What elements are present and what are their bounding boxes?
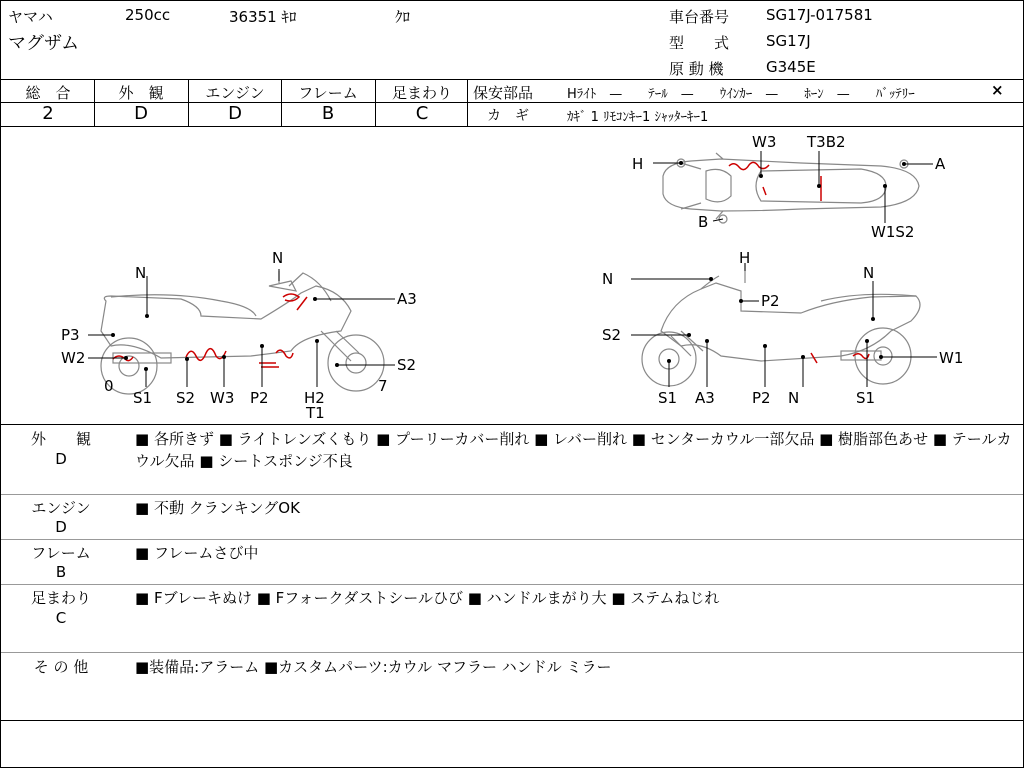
label-top-w1s2: W1S2 xyxy=(871,223,915,241)
label-right-w1: W1 xyxy=(939,349,964,367)
color: ｸﾛ xyxy=(395,8,411,26)
grade-value-frame: B xyxy=(321,103,335,124)
type-value: SG17J xyxy=(766,32,811,50)
divider xyxy=(1,424,1023,425)
grade-value-suspension: C xyxy=(415,103,429,124)
label-right-h: H xyxy=(739,249,751,267)
label-left-w2: W2 xyxy=(61,349,86,367)
remark-grade-engine: D xyxy=(55,518,67,536)
label-left-seven: 7 xyxy=(378,377,388,395)
label-right-p2b: P2 xyxy=(752,389,771,407)
model-name: マグザム xyxy=(8,33,80,54)
engine-value: G345E xyxy=(766,58,816,76)
label-right-s1: S1 xyxy=(658,389,678,407)
label-left-w3: W3 xyxy=(210,389,235,407)
label-top-t3b2: T3B2 xyxy=(807,133,846,151)
label-left-s2: S2 xyxy=(176,389,196,407)
divider xyxy=(1,539,1023,540)
battery-mark: × xyxy=(991,81,1004,99)
chassis-label: 車台番号 xyxy=(669,8,730,26)
label-left-h2: H2 xyxy=(304,389,325,407)
remark-text-other: ■装備品:アラーム ■カスタムパーツ:カウル マフラー ハンドル ミラー xyxy=(135,658,612,676)
mileage: 36351 ｷﾛ xyxy=(229,8,297,26)
damage-diagram xyxy=(1,126,1023,424)
grade-label-suspension: 足まわり xyxy=(391,84,452,102)
remark-label-exterior: 外 観 xyxy=(30,430,91,448)
remark-text-suspension: ■ Fブレーキぬけ ■ Fフォークダストシールひび ■ ハンドルまがり大 ■ ステムねじれ xyxy=(135,589,720,607)
grade-label-engine: エンジン xyxy=(205,84,265,102)
chassis-value: SG17J-017581 xyxy=(766,6,873,24)
remark-label-suspension: 足まわり xyxy=(30,589,91,607)
remark-label-other: そ の 他 xyxy=(33,658,89,676)
engine-label: 原 動 機 xyxy=(669,60,724,78)
label-top-h: H xyxy=(632,155,644,173)
scooter-right-view xyxy=(642,263,920,386)
remark-grade-suspension: C xyxy=(55,609,67,627)
remark-grade-exterior: D xyxy=(55,450,67,468)
label-left-p2: P2 xyxy=(250,389,269,407)
label-top-w3: W3 xyxy=(752,133,777,151)
label-left-t1: T1 xyxy=(306,404,325,422)
label-top-b: B xyxy=(698,213,709,231)
remark-text-engine: ■ 不動 クランキングOK xyxy=(135,499,300,517)
grade-value-exterior: D xyxy=(134,103,148,124)
safety-items: Hﾗｲﾄ — ﾃｰﾙ — ｳｲﾝｶｰ — ﾎｰﾝ — ﾊﾞｯﾃﾘｰ xyxy=(567,87,915,102)
label-right-n2: N xyxy=(863,264,875,282)
remark-grade-frame: B xyxy=(55,563,67,581)
type-label: 型 式 xyxy=(669,34,730,52)
pointer-lines xyxy=(88,151,937,387)
remark-text-frame: ■ フレームさび中 xyxy=(135,544,259,562)
displacement: 250cc xyxy=(125,6,171,24)
label-right-nb: N xyxy=(788,389,800,407)
remark-text-exterior: ■ 各所きず ■ ライトレンズくもり ■ プーリーカバー削れ ■ レバー削れ ■ センターカウル一部欠品 ■ 樹脂部色あせ ■ テールカウル欠品 ■ シートスポンジ不良 xyxy=(135,430,1012,470)
label-left-s1: S1 xyxy=(133,389,153,407)
grade-label-overall: 総 合 xyxy=(25,84,71,102)
label-right-p2: P2 xyxy=(761,292,780,310)
label-top-a: A xyxy=(935,155,946,173)
grade-label-frame: フレーム xyxy=(298,84,358,102)
divider xyxy=(1,494,1023,495)
label-left-p3: P3 xyxy=(61,326,80,344)
remark-label-frame: フレーム xyxy=(31,544,91,562)
divider xyxy=(1,79,1023,80)
divider xyxy=(1,720,1023,721)
safety-title: 保安部品 xyxy=(473,84,534,102)
label-right-s1b: S1 xyxy=(856,389,876,407)
keys-label: カ ギ xyxy=(487,108,529,124)
pointer-dots xyxy=(111,161,906,371)
label-left-n2: N xyxy=(272,249,284,267)
scooter-left-view xyxy=(101,271,384,394)
maker: ヤマハ xyxy=(8,8,53,26)
label-left-s2r: S2 xyxy=(397,356,417,374)
remark-label-engine: エンジン xyxy=(31,499,91,517)
label-right-a3: A3 xyxy=(695,389,715,407)
grade-value-engine: D xyxy=(228,103,242,124)
label-right-n1: N xyxy=(602,270,614,288)
label-left-zero: 0 xyxy=(104,377,114,395)
divider xyxy=(467,102,1023,103)
divider xyxy=(1,584,1023,585)
label-right-s2: S2 xyxy=(602,326,622,344)
label-left-n1: N xyxy=(135,264,147,282)
label-left-a3: A3 xyxy=(397,290,417,308)
grade-value-overall: 2 xyxy=(42,103,54,124)
divider xyxy=(1,652,1023,653)
keys-value: ｶｷﾞ 1 ﾘﾓｺﾝｷｰ1 ｼｬｯﾀｰｷｰ1 xyxy=(567,110,709,125)
grade-label-exterior: 外 観 xyxy=(118,84,164,102)
